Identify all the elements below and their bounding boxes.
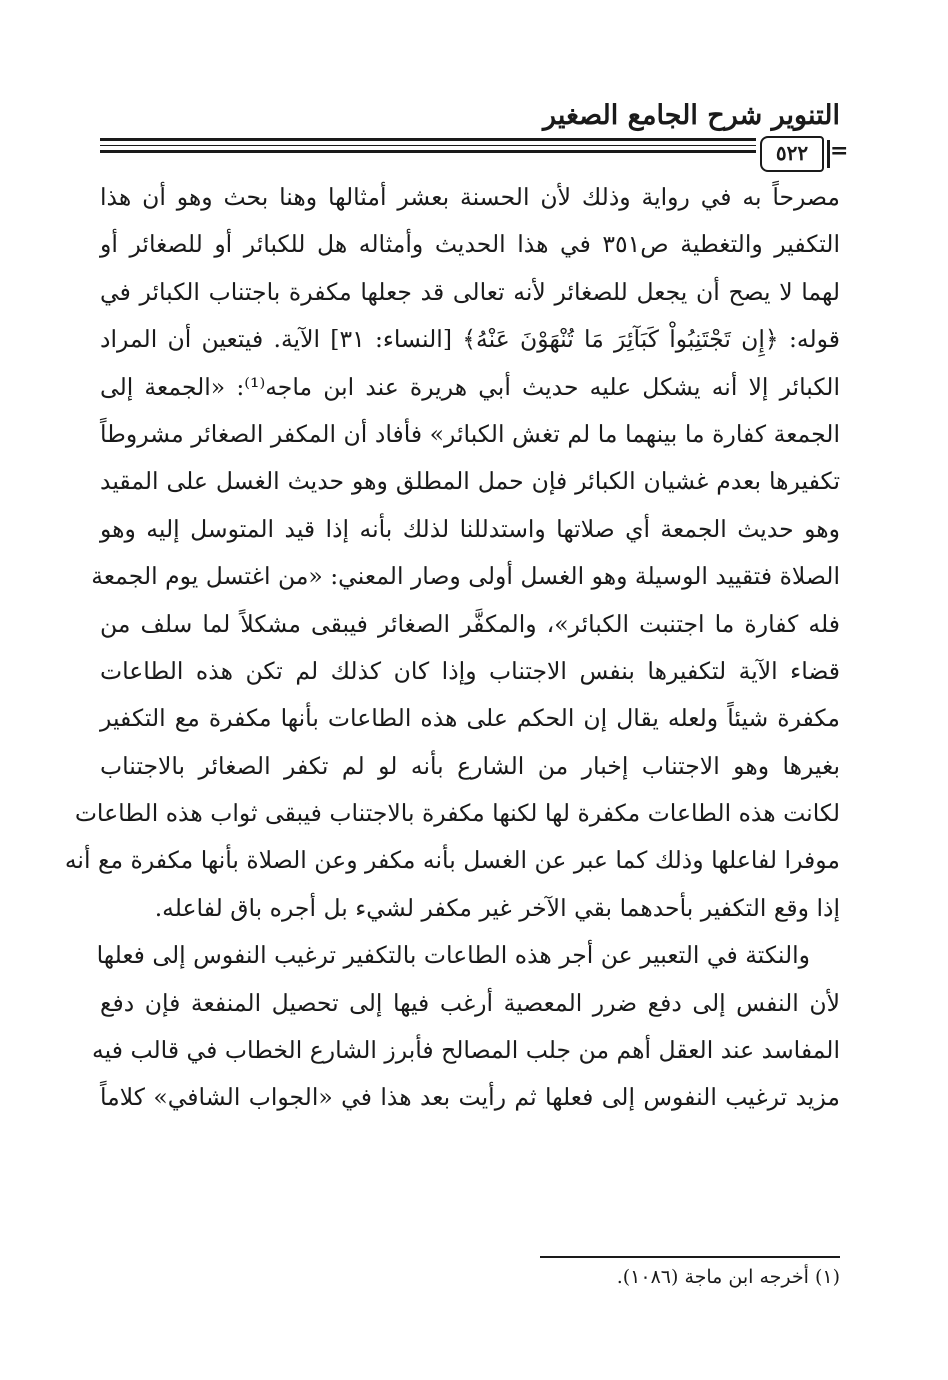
text-line: قوله: ﴿إِن تَجْتَنِبُواْ كَبَآئِرَ مَا تُنْهَوْنَ عَنْهُ﴾ [النساء: ٣١] الآية. فيتعين أن المراد bbox=[100, 325, 840, 354]
text-line: والنكتة في التعبير عن أجر هذه الطاعات بالتكفير ترغيب النفوس إلى فعلها bbox=[96, 941, 810, 970]
text-line: إذا وقع التكفير بأحدهما بقي الآخر غير مكفر لشيء بل أجره باق لفاعله. bbox=[154, 893, 840, 922]
text-line: مصرحاً به في رواية وذلك لأن الحسنة بعشر أمثالها وهنا بحث وهو أن هذا bbox=[100, 183, 840, 211]
text-line: المفاسد عند العقل أهم من جلب المصالح فأبرز الشارع الخطاب في قالب فيه bbox=[92, 1036, 840, 1065]
header-rule-bottom bbox=[100, 150, 756, 153]
text-line: وهو حديث الجمعة أي صلاتها واستدللنا لذلك بأنه إذا قيد المتوسل إليه وهو bbox=[100, 514, 840, 543]
text-line: الصلاة فتقييد الوسيلة وهو الغسل أولى وصار المعني: «من اغتسل يوم الجمعة bbox=[91, 562, 840, 591]
footnote: (١) أخرجه ابن ماجة (١٠٨٦). bbox=[616, 1266, 840, 1288]
body-text bbox=[64, 174, 840, 1122]
header-rule-top bbox=[100, 138, 756, 141]
running-title: التنوير شرح الجامع الصغير bbox=[543, 100, 840, 131]
corner-mark: = bbox=[830, 138, 849, 164]
text-line: بغيرها وهو الاجتناب إخبار من الشارع بأنه لو لم تكفر الصغائر بالاجتناب bbox=[100, 751, 840, 780]
text-line: لأن النفس إلى دفع ضرر المعصية أرغب فيها إلى تحصيل المنفعة فإن دفع bbox=[100, 988, 840, 1017]
text-line: مكفرة شيئاً ولعله يقال إن الحكم على هذه الطاعات بأنها مكفرة مع التكفير bbox=[100, 704, 840, 733]
text-line: موفرا لفاعلها وذلك كما عبر عن الغسل بأنه مكفر وعن الصلاة بأنها مكفرة مع أنه bbox=[64, 846, 840, 875]
header-rule-middle bbox=[100, 145, 756, 146]
text-line: لكانت هذه الطاعات مكفرة لها لكنها مكفرة بالاجتناب فيبقى ثواب هذه الطاعات bbox=[74, 799, 840, 828]
text-line: تكفيرها بعدم غشيان الكبائر فإن حمل المطلق وهو حديث الغسل على المقيد bbox=[100, 467, 840, 496]
text-line: الجمعة كفارة ما بينهما ما لم تغش الكبائر» فأفاد أن المكفر الصغائر مشروطاً bbox=[100, 419, 840, 448]
text-line: فله كفارة ما اجتنبت الكبائر»، والمكفَّر الصغائر فيبقى مشكلاً لما سلف من bbox=[100, 609, 840, 638]
text-line: لهما لا يصح أن يجعل للصغائر لأنه تعالى قد جعلها مكفرة باجتناب الكبائر في bbox=[100, 277, 840, 306]
text-line: الكبائر إلا أنه يشكل عليه حديث أبي هريرة عند ابن ماجه⁽¹⁾: «الجمعة إلى bbox=[100, 372, 840, 401]
text-line: قضاء الآية لتكفيرها بنفس الاجتناب وإذا كان كذلك لم تكن هذه الطاعات bbox=[100, 656, 840, 685]
text-line: التكفير والتغطية ص٣٥١ في هذا الحديث وأمثاله هل للكبائر أو للصغائر أو bbox=[100, 230, 840, 259]
footnote-rule bbox=[540, 1256, 840, 1258]
page-number: ٥٢٢ bbox=[760, 136, 824, 172]
text-line: مزيد ترغيب النفوس إلى فعلها ثم رأيت بعد هذا في «الجواب الشافي» كلاماً bbox=[100, 1083, 840, 1112]
